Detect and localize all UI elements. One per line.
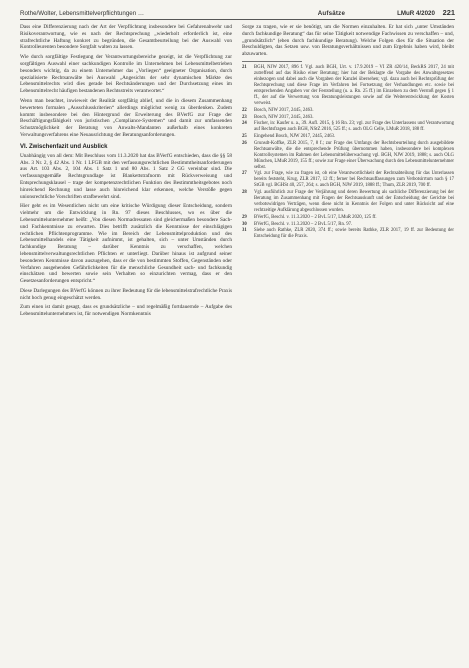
header-journal-block: [397, 8, 455, 17]
footnote-number: 23: [242, 114, 247, 120]
footnote: [242, 190, 454, 214]
paragraph: Dass eine Differenzierung nach der Art der Verpflichtung insbesondere bei Gefahrenabwehr und Risikoverantwortung, wie es nach der Rechtsprechung „wiederholt erforderlich ist, eine strafrechtliche Haftung konkret zu begründen, die Gesamtbeurteilung bei der Auswahl von Kontrolleurenten besondere Sorgfalt walten zu lassen.: [20, 24, 232, 51]
footnote-separator: [242, 61, 302, 62]
footnote-number: 26: [242, 140, 247, 146]
footnote-text: Vgl. zur Frage, wie zu fragen ist, ob eine Verantwortlichkeit der Rechtsabteilung für das Unterlassen bereits feststeht, Krug, ZLR 2017, 12 ff.; ferner bei Rechtsauffassungen zum Verbotsirrtum nach § 17 StGB vgl. BGHSt 40, 257, 264; s. auch BGH, NJW 2019, 1888 ff.; Thum, ZLR 2019, 700 ff.: [254, 171, 454, 189]
footnote: [242, 228, 454, 240]
footnote-text: Eingehend Bosch, NJW 2017, 2445, 2463.: [254, 133, 336, 139]
footnote: [242, 115, 454, 121]
paragraph: Unabhängig von all dem: Mit Beschluss vom 11.3.2020 hat das BVerfG entschieden, dass die §§ 58 Abs. 3 Nr. 2, § 42 Abs. 1 Nr. 1 LFGB mit den verfassungsrechtlichen Bestimmtheitsanforderungen aus Art. 103 Abs. 2, 104 Abs. 1 Satz 1 und 80 Abs. 1 Satz 2 GG vereinbar sind. Die verfassungsgemäße Rechtsgrundlage ist Blankettstrafnorm mit Rückverweisung und Entsprechungsklausel – trage der kompetenzrechtlichen Funktion des Bestimmtheitsgebotes noch hinreichend Rechnung und lasse auch hinreichend klar erkennen, welche Verstöße gegen unionsrechtliche Vorschriften strafbewehrt sind.: [20, 152, 232, 200]
footnote: [242, 222, 454, 228]
footnote-number: 25: [242, 133, 247, 139]
footnote-number: 30: [242, 221, 247, 227]
footnote-number: 22: [242, 107, 247, 113]
header-section: Aufsätze: [317, 10, 346, 17]
footnote-text: BGH, NJW 2017, 896 f. Vgl. auch BGH, Urt. v. 17.9.2019 – VI ZR 420/14, BeckRS 2017, 24 mit zutreffend auf das Risiko einer Beratung; hier hat der Beklagte die Vorgabe des Anwaltsgesetzes einbezogen und dabei auch die Vorgaben der Kanzlei übersehen; vgl. dazu auch bei Rechtsprüfung der Rechtsprechung und diese Frage im Verfahren bei Fortsetzung der Verhandlungen etc. sowie bei entsprechenden Angaben vor der Feststellung (u. a. Rn. 25 ff.) im Einzelnen zu dem Verstoß gegen § 1 ff., der auf die Verwertung von Beratungsleistungen sowie auf die Weiterentwicklung der Kosten verweist.: [254, 64, 454, 107]
right-column: [242, 24, 454, 321]
footnote: [242, 134, 454, 140]
footnote: [242, 65, 454, 107]
footnote-number: 21: [242, 64, 247, 70]
footnote-text: BVerfG, Beschl. v. 11.3.2020 – 2 BvL 5/17, LMuR 2020, 125 ff.: [254, 214, 377, 220]
footnote: [242, 121, 454, 133]
paragraph: Wenn man beachtet, inwieweit der Realität sorgfältig ablief, und die in diesem Zusammenhang bewerteten formalen „Ausschlusskriterien“ allerdings möglichst wenig zu überdenken. Zudem kommt insbesondere bei den Hintergrund der Erweiterung des BVerfG zur Frage der Beschäftigungsfähigkeit von juristischen „Compliance-Systemen“ und damit zur umfassenden Schutzmöglichkeit der Beratung von Anwalts-Mandanten außerhalb eines konkreten Verwaltungsverfahrens eine Neuausrichtung der Beratungsanforderungen.: [20, 97, 232, 138]
footnotes: [242, 65, 454, 240]
header-journal: LMuR 4/2020: [397, 10, 435, 17]
footnote-text: BVerfG, Beschl. v. 11.3.2020 – 2 BvL 5/17, Rn. 97.: [254, 221, 353, 227]
paragraph: Sorge zu tragen, wie er sie benötigt, um die Normen einzuhalten. Er hat sich „unter Umständen durch fachkundige Beratung“ das für seine Tätigkeit notwendige Fachwissen zu verschaffen – und, „grundsätzlich“ (eben durch fachkundige Beratung). Welche Folgen dies für die Situation der Beschuldigten, das Setzen usw. von Beratungsverhältnissen und zum Ergebnis haben wird, bleibt abzuwarten.: [242, 24, 454, 58]
footnote-number: 29: [242, 214, 247, 220]
header-page-number: 221: [442, 8, 455, 17]
footnote-text: Grunsdt-Koffke, ZLR 2015, 7, 8 f.; zur Frage des Umfangs der Rechtsbeurteilung durch ausgebildete Rechtsanwälte, die die entsprechende Prüfung übernommen haben, insbesondere bei komplexen Kontrollsystemen im Rahmen der Lebensmittelüberwachung vgl. BGH, NJW 2019, 1888; s. auch OLG München, LMuR 2019, 155 ff.; sowie zur Frage einer Überwachung durch den Lebensmittelunternehmer selbst.: [254, 140, 454, 170]
footnote-number: 27: [242, 171, 247, 177]
footnote: [242, 108, 454, 114]
footnote-text: Vgl. ausführlich zur Frage der Verjährung und deren Bewertung als sachliche Differenzierung bei der Beratung im Zusammenhang mit Fragen der Rechtsauskunft und der Entscheidung der Gerichte bei verbotswidrigen Verträgen, wenn diese nicht in Kenntnis der Folgen und unter Rücksicht auf eine rechtzeitige Aufklärung abgeschlossen wurden.: [254, 190, 454, 214]
left-column: [20, 24, 232, 321]
footnote-text: Fischer, in: Kaufer u. a., 39. Aufl. 2015, § 16 Rn. 23; vgl. zur Frage des Unterlassens und Verantwortung auf Rechtsfragen auch BGH, NStZ 2016, 525 ff.; s. auch OLG Celle, LMuR 2018, 188 ff.: [254, 121, 454, 133]
footnote: [242, 215, 454, 221]
footnote-text: Siehe auch Rathke, ZLR 2020, 374 ff.; sowie bereits Rathke, ZLR 2017, 19 ff. zur Bedeutung der Entscheidung für die Praxis.: [254, 228, 454, 240]
running-header: [20, 6, 455, 20]
footnote-text: Bosch, NJW 2017, 2445, 2463.: [254, 107, 314, 113]
footnote-number: 24: [242, 121, 247, 127]
section-heading: VI. Zwischenfazit und Ausblick: [20, 143, 108, 150]
paragraph: Diese Darlegungen des BVerfG können zu ihrer Bedeutung für die lebensmittelstrafrechtliche Praxis nicht hoch genug eingeschätzt werden.: [20, 287, 232, 301]
paragraph: Wie durch sorgfältige Festlegung der Verantwortungsbereiche gezeigt, ist die Verpflichtung zur sorgfältigen Auswahl einer sachkundigen Kontrolle im Unternehmen bei Lebensmittelbetrieben besonders wichtig, da zu einem Unternehmer das „Vorliegen“ geeigneter Organisation, durch spezialisierte Rechtsanwälte bei Auswahl „Angesichts der sehr dynamischen Märkte des Lebensmittelrechts wird dies gerade bei Rechtsänderungen und der Durchsetzung eines im Lebensmittelrecht häufigen bestandenen Rechtsstreits verantwortet.“: [20, 54, 232, 95]
footnote-number: 31: [242, 228, 247, 234]
two-column-body: [20, 24, 455, 321]
paragraph: Hier geht es im Wesentlichen nicht um eine kritische Würdigung dieser Entscheidung, sondern vielmehr um die Entwicklung in Rn. 97 dieses Beschlusses, wo es über die Lebensmittelunternehmer heißt: „Von diesen Normadressaten sind gleichermaßen besondere Sach- und Fachkenntnisse zu erwarten. Dies betrifft zusätzlich die Kenntnisse der einschlägigen rechtlichen Pflichtenprogramme. Wie im Bereich der Lebensmittelproduktion und des Lebensmittelhandels eine Tätigkeit aufnimmt, ist gehalten, sich – unter Umständen durch fachkundige Beratung – darüber Kenntnis zu verschaffen, welchen lebensmittelverwaltungsrechtlichen Pflichten er unterliegt. Darüber hinaus ist aufgrund seiner besonderen Kenntnisse davon auszugehen, dass er die von bestimmten Stoffen, Gegenständen oder Verfahren ausgehenden Gefährlichkeiten für die menschliche Gesundheit sach- und fachkundig einschätzen und bewerten sowie sein Verhalten so einzurichten vermag, dass er den Gesetzesanforderungen entspricht.“: [20, 203, 232, 285]
footnote: [242, 171, 454, 189]
footnote-number: 28: [242, 190, 247, 196]
header-authors: Rothe/Wolter, Lebensmittelverpflichtungen …: [20, 10, 145, 17]
footnote-text: Bosch, NJW 2017, 2445, 2463.: [254, 114, 314, 120]
paragraph: Zum einen ist damit gesagt, dass es grundsätzliche – und regelmäßig fortdauernde – Aufgabe des Lebensmittelunternehmers ist, für notwendigen Normkenntnis: [20, 304, 232, 318]
footnote: [242, 141, 454, 171]
